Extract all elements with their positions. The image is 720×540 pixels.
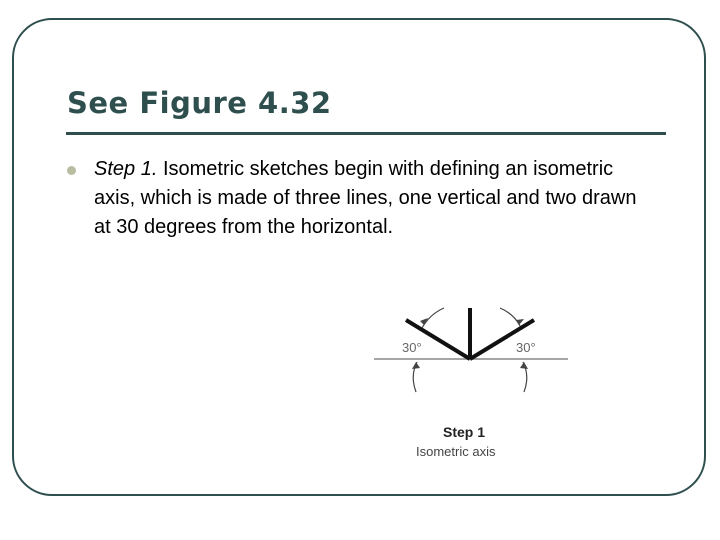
right-upper-arc-arrow bbox=[500, 308, 520, 326]
left-lower-arrowhead bbox=[412, 362, 420, 369]
figure-caption-subtitle: Isometric axis bbox=[416, 444, 496, 459]
bullet-text bbox=[94, 155, 654, 242]
figure-caption-title: Step 1 bbox=[443, 424, 486, 440]
left-angle-label: 30° bbox=[402, 340, 422, 355]
bullet-icon bbox=[67, 166, 76, 175]
title-divider bbox=[66, 132, 666, 135]
slide-title: See Figure 4.32 bbox=[67, 86, 332, 120]
right-angle-label: 30° bbox=[516, 340, 536, 355]
left-upper-arc-arrow bbox=[422, 308, 444, 328]
right-lower-arrowhead bbox=[520, 362, 528, 369]
bullet-body: Isometric sketches begin with defining an isometric axis, which is made of three lines, one vertical and two drawn at 30 degrees from the horizontal. bbox=[94, 158, 637, 238]
right-upper-arrowhead bbox=[516, 319, 524, 325]
bullet-lead: Step 1. bbox=[94, 158, 158, 180]
